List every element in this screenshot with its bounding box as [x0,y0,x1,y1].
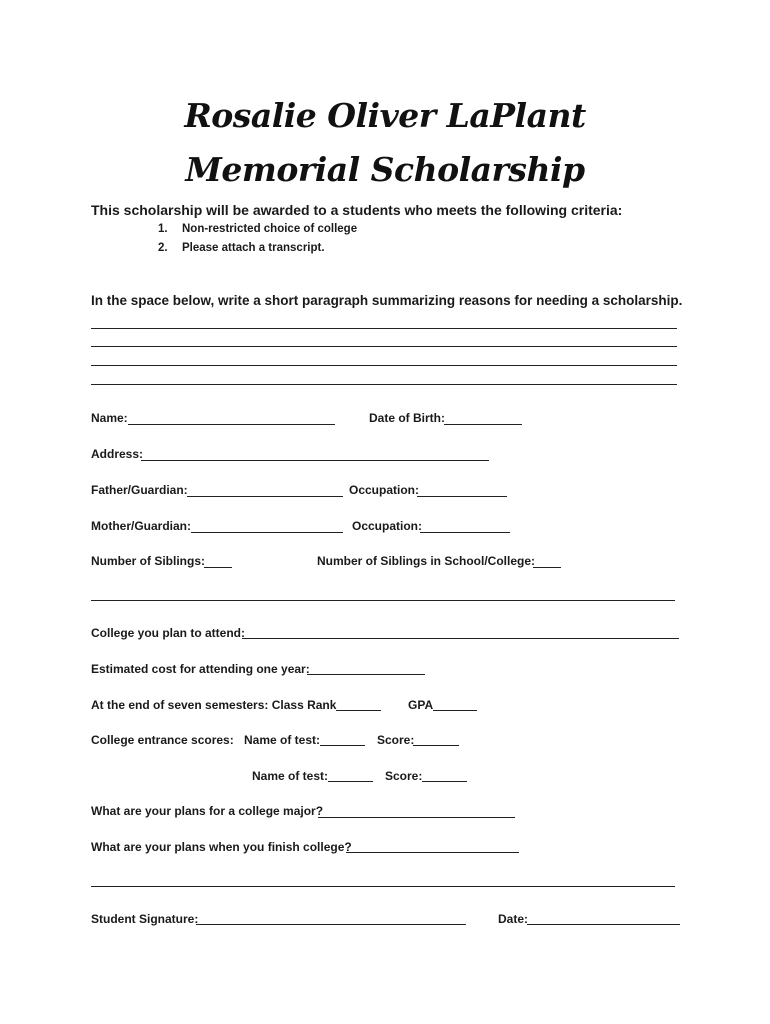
paragraph-line[interactable] [91,346,677,347]
class-rank-field[interactable] [336,710,381,711]
score-field[interactable] [422,781,467,782]
score-label: Score: [385,769,423,783]
siblings-school-field[interactable] [533,567,561,568]
score-field[interactable] [413,745,459,746]
signature-label: Student Signature: [91,912,199,926]
class-rank-label: At the end of seven semesters: Class Rank [91,698,337,712]
cost-label: Estimated cost for attending one year: [91,662,310,676]
address-label: Address: [91,447,144,461]
mother-occupation-label: Occupation: [352,519,423,533]
father-guardian-field[interactable] [187,496,343,497]
test-name-field[interactable] [328,781,373,782]
criteria-number: 1. [158,223,168,235]
address-field[interactable] [141,460,489,461]
gpa-field[interactable] [433,710,477,711]
criteria-intro: This scholarship will be awarded to a students who meets the following criteria: [91,202,623,218]
cost-field[interactable] [307,674,425,675]
entrance-scores-label: College entrance scores: [91,733,234,747]
mother-guardian-label: Mother/Guardian: [91,519,192,533]
mother-guardian-field[interactable] [191,532,343,533]
siblings-label: Number of Siblings: [91,554,205,568]
criteria-text: Please attach a transcript. [182,242,325,254]
test-name-field[interactable] [320,745,365,746]
dob-field[interactable] [444,424,522,425]
paragraph-line[interactable] [91,384,677,385]
siblings-school-label: Number of Siblings in School/College: [317,554,536,568]
paragraph-prompt: In the space below, write a short paragraph summarizing reasons for needing a scholarship. [91,293,683,308]
college-field[interactable] [242,638,679,639]
test-name-label: Name of test: [252,769,329,783]
major-label: What are your plans for a college major? [91,804,324,818]
father-occupation-field[interactable] [417,496,507,497]
date-field[interactable] [527,924,680,925]
scholarship-title-line-1: Rosalie Oliver LaPlant [184,96,586,135]
name-field[interactable] [128,424,335,425]
father-occupation-label: Occupation: [349,483,420,497]
mother-occupation-field[interactable] [420,532,510,533]
criteria-number: 2. [158,242,168,254]
paragraph-line[interactable] [91,365,677,366]
paragraph-line[interactable] [91,328,677,329]
name-label: Name: [91,411,128,425]
after-college-field[interactable] [346,852,519,853]
score-label: Score: [377,733,415,747]
criteria-text: Non-restricted choice of college [182,223,358,235]
signature-field[interactable] [196,924,466,925]
separator-line [91,886,675,887]
after-college-label: What are your plans when you finish college? [91,840,352,854]
separator-line [91,600,675,601]
siblings-field[interactable] [204,567,232,568]
date-label: Date: [498,912,529,926]
gpa-label: GPA [408,698,434,712]
college-label: College you plan to attend: [91,626,246,640]
test-name-label: Name of test: [244,733,321,747]
father-guardian-label: Father/Guardian: [91,483,188,497]
major-field[interactable] [318,817,515,818]
dob-label: Date of Birth: [369,411,445,425]
scholarship-title-line-2: Memorial Scholarship [185,150,585,189]
